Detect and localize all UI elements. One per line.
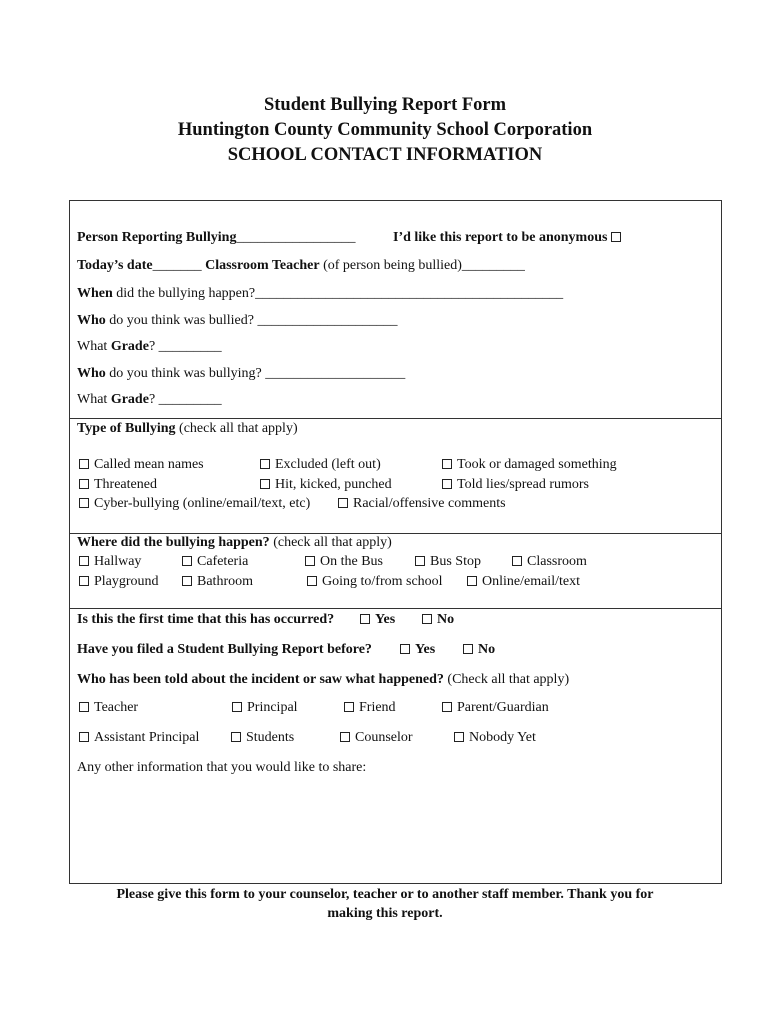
type-option-hit-kicked[interactable] (260, 478, 392, 492)
where-option-on-bus[interactable] (305, 555, 383, 569)
checkbox-icon[interactable] (422, 614, 432, 624)
told-option-counselor[interactable] (340, 731, 413, 745)
option-label: Counselor (355, 730, 413, 745)
where-option-bus-stop[interactable] (415, 555, 481, 569)
filed-before-yes-option[interactable] (400, 643, 435, 657)
option-label: On the Bus (320, 554, 383, 569)
todays-date-label: Today’s date (77, 258, 153, 273)
no-label: No (437, 612, 455, 627)
when-field[interactable]: ____________________________________________ (255, 286, 564, 301)
first-time-label: Is this the first time that this has occurred? (77, 612, 335, 627)
type-option-threatened[interactable] (79, 478, 157, 492)
option-label: Told lies/spread rumors (457, 477, 589, 492)
checkbox-icon[interactable] (442, 479, 452, 489)
checkbox-icon[interactable] (79, 459, 89, 469)
who-bullying-row (77, 367, 405, 381)
checkbox-icon[interactable] (512, 556, 522, 566)
option-label: Cyber-bullying (online/email/text, etc) (94, 496, 311, 511)
no-label: No (478, 642, 496, 657)
where-option-going-school[interactable] (307, 575, 443, 589)
option-label: Students (246, 730, 295, 745)
anonymous-row (393, 231, 621, 245)
option-label: Principal (247, 700, 298, 715)
option-label: Nobody Yet (469, 730, 536, 745)
person-reporting-field[interactable]: _________________ (236, 230, 356, 245)
where-heading-note: (check all that apply) (273, 535, 392, 550)
type-option-racial[interactable] (338, 497, 506, 511)
who-bullying-label-bold: Who (77, 366, 106, 381)
checkbox-icon[interactable] (442, 702, 452, 712)
option-label: Online/email/text (482, 574, 580, 589)
who-bullying-label: do you think was bullying? (109, 366, 262, 381)
told-option-students[interactable] (231, 731, 294, 745)
where-option-playground[interactable] (79, 575, 159, 589)
type-option-told-lies[interactable] (442, 478, 589, 492)
where-option-hallway[interactable] (79, 555, 141, 569)
type-option-excluded[interactable] (260, 458, 381, 472)
person-reporting-row (77, 231, 355, 245)
when-label-bold: When (77, 286, 113, 301)
type-heading-note: (check all that apply) (179, 421, 298, 436)
told-option-parent[interactable] (442, 701, 549, 715)
checkbox-icon[interactable] (454, 732, 464, 742)
divider-questions (69, 608, 721, 609)
checkbox-icon[interactable] (360, 614, 370, 624)
type-option-took-damaged[interactable] (442, 458, 617, 472)
filed-before-question (77, 643, 372, 657)
classroom-teacher-note: (of person being bullied) (323, 258, 462, 273)
checkbox-icon[interactable] (307, 576, 317, 586)
option-label: Playground (94, 574, 159, 589)
checkbox-icon[interactable] (344, 702, 354, 712)
grade-bullying-post: ? (148, 392, 156, 407)
first-time-no-option[interactable] (422, 613, 454, 627)
checkbox-icon[interactable] (231, 732, 241, 742)
option-label: Cafeteria (197, 554, 249, 569)
who-bullied-row (77, 314, 397, 328)
type-heading-bold: Type of Bullying (77, 421, 176, 436)
form-title: Student Bullying Report Form (263, 95, 507, 115)
type-heading (77, 422, 298, 436)
type-option-called-names[interactable] (79, 458, 204, 472)
person-reporting-label: Person Reporting Bullying (77, 230, 237, 245)
option-label: Threatened (94, 477, 157, 492)
checkbox-icon[interactable] (79, 732, 89, 742)
option-label: Classroom (527, 554, 587, 569)
other-info-label: Any other information that you would like to share: (77, 760, 367, 775)
filed-before-no-option[interactable] (463, 643, 495, 657)
checkbox-icon[interactable] (467, 576, 477, 586)
grade-bullying-field[interactable]: _________ (158, 392, 222, 407)
yes-label: Yes (415, 642, 436, 657)
grade-bullying-label: Grade (110, 392, 149, 407)
checkbox-icon[interactable] (338, 498, 348, 508)
option-label: Took or damaged something (457, 457, 617, 472)
told-option-principal[interactable] (232, 701, 298, 715)
told-option-teacher[interactable] (79, 701, 138, 715)
told-option-friend[interactable] (344, 701, 396, 715)
option-label: Bathroom (197, 574, 253, 589)
type-option-cyber[interactable] (79, 497, 310, 511)
checkbox-icon[interactable] (79, 576, 89, 586)
school-corporation-name: Huntington County Community School Corporation (177, 120, 593, 140)
first-time-yes-option[interactable] (360, 613, 395, 627)
checkbox-icon[interactable] (442, 459, 452, 469)
checkbox-icon[interactable] (260, 459, 270, 469)
grade-bullied-row (77, 340, 222, 354)
who-bullying-field[interactable]: ____________________ (265, 366, 406, 381)
grade-bullied-field[interactable]: _________ (158, 339, 222, 354)
date-teacher-row (77, 259, 525, 273)
where-heading-bold: Where did the bullying happen? (77, 535, 270, 550)
where-option-bathroom[interactable] (182, 575, 253, 589)
who-told-heading (77, 673, 569, 687)
checkbox-icon[interactable] (340, 732, 350, 742)
divider-type (69, 418, 721, 419)
classroom-teacher-field[interactable]: _________ (461, 258, 525, 273)
who-bullied-field[interactable]: ____________________ (257, 313, 398, 328)
where-option-classroom[interactable] (512, 555, 587, 569)
anonymous-label: I’d like this report to be anonymous (393, 230, 608, 245)
option-label: Friend (359, 700, 396, 715)
told-option-assistant-principal[interactable] (79, 731, 199, 745)
checkbox-icon[interactable] (79, 479, 89, 489)
checkbox-icon[interactable] (415, 556, 425, 566)
who-told-heading-note: (Check all that apply) (447, 672, 570, 687)
yes-label: Yes (375, 612, 396, 627)
section-title: SCHOOL CONTACT INFORMATION (227, 145, 543, 165)
who-told-heading-bold: Who has been told about the incident or saw what happened? (77, 672, 444, 687)
option-label: Parent/Guardian (457, 700, 549, 715)
anonymous-checkbox[interactable] (611, 232, 621, 242)
checkbox-icon[interactable] (305, 556, 315, 566)
option-label: Hallway (94, 554, 142, 569)
where-heading (77, 536, 392, 550)
other-info-area[interactable] (77, 782, 709, 874)
option-label: Going to/from school (322, 574, 443, 589)
who-bullied-label: do you think was bullied? (109, 313, 254, 328)
footer-instructions: Please give this form to your counselor, teacher or to another staff member. Thank you for making this report. (116, 887, 654, 921)
checkbox-icon[interactable] (79, 556, 89, 566)
option-label: Excluded (left out) (275, 457, 381, 472)
checkbox-icon[interactable] (232, 702, 242, 712)
who-bullied-label-bold: Who (77, 313, 106, 328)
when-label: did the bullying happen? (116, 286, 256, 301)
checkbox-icon[interactable] (400, 644, 410, 654)
where-option-online[interactable] (467, 575, 580, 589)
option-label: Bus Stop (430, 554, 481, 569)
option-label: Teacher (94, 700, 139, 715)
checkbox-icon[interactable] (260, 479, 270, 489)
checkbox-icon[interactable] (182, 556, 192, 566)
classroom-teacher-label: Classroom Teacher (205, 258, 320, 273)
where-option-cafeteria[interactable] (182, 555, 248, 569)
first-time-question (77, 613, 334, 627)
option-label: Assistant Principal (94, 730, 200, 745)
grade-bullied-pre: What (77, 339, 108, 354)
grade-bullied-label: Grade (110, 339, 149, 354)
told-option-nobody[interactable] (454, 731, 536, 745)
checkbox-icon[interactable] (182, 576, 192, 586)
filed-before-label: Have you filed a Student Bullying Report before? (77, 642, 372, 657)
checkbox-icon[interactable] (463, 644, 473, 654)
grade-bullying-pre: What (77, 392, 108, 407)
divider-where (69, 533, 721, 534)
checkbox-icon[interactable] (79, 702, 89, 712)
option-label: Racial/offensive comments (353, 496, 506, 511)
todays-date-field[interactable]: _______ (152, 258, 202, 273)
checkbox-icon[interactable] (79, 498, 89, 508)
option-label: Hit, kicked, punched (275, 477, 392, 492)
grade-bullied-post: ? (148, 339, 156, 354)
when-row (77, 287, 563, 301)
option-label: Called mean names (94, 457, 204, 472)
grade-bullying-row (77, 393, 222, 407)
